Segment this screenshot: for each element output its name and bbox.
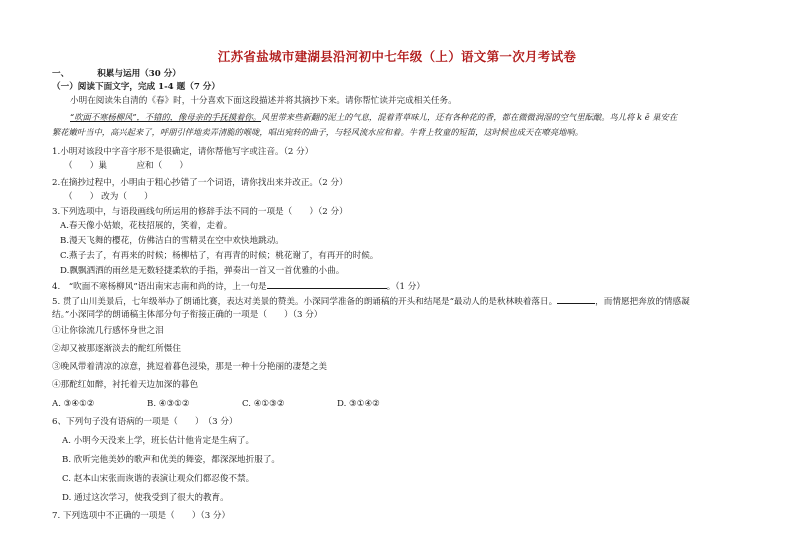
passage-line-2: 繁花嫩叶当中，高兴起来了，呼朋引伴地卖弄清脆的喉咙，唱出宛转的曲子，与轻风流水应和着。牛背上牧童的短笛，这时候也成天在嘹亮地响。 bbox=[52, 127, 584, 137]
question-4 bbox=[52, 280, 752, 294]
passage-rest: 风里带来些新翻的泥土的气息，混着青草味儿，还有各种花的香，都在微微润湿的空气里酝酿。鸟儿将 k ē 巢安在 bbox=[261, 112, 678, 122]
q5-answer-blank bbox=[557, 295, 595, 304]
q6-option-a: A. 小明今天没来上学，班长估计他肯定是生病了。 bbox=[62, 436, 255, 446]
reading-heading: （一）阅读下面文字，完成 1-4 题（7 分） bbox=[52, 82, 220, 92]
q5-option-b: B. ④③①② bbox=[147, 399, 190, 409]
q1-fill-a: （ ）巢 bbox=[64, 161, 107, 171]
exam-title: 江苏省盐城市建湖县沿河初中七年级（上）语文第一次月考试卷 bbox=[217, 49, 577, 64]
q6-option-b: B. 欣听完他美妙的歌声和优美的舞姿，都深深地折服了。 bbox=[62, 455, 281, 465]
q3-option-d: D.飘飘洒洒的雨丝是无数轻捷柔软的手指，弹奏出一首又一首优雅的小曲。 bbox=[60, 266, 345, 276]
question-1-fills bbox=[64, 160, 764, 173]
q4-prompt: 4. “吹面不寒杨柳风”语出南宋志南和尚的诗，上一句是 bbox=[52, 282, 267, 292]
q5-prompt-end: ，而情愿把奔放的情感凝 bbox=[595, 297, 690, 307]
q3-option-b: B.漫天飞舞的樱花，仿佛洁白的雪精灵在空中欢快地跳动。 bbox=[60, 236, 284, 246]
question-1: 1.小明对该段中字音字形不是很确定，请你帮他写字或注音。（2 分） bbox=[52, 147, 314, 157]
q1-fill-b: 应和（ ） bbox=[136, 161, 189, 171]
q5-option-c: C. ④①③② bbox=[242, 399, 285, 409]
question-5-line-2: 结。”小深同学的朗诵稿主体部分句子衔接正确的一项是（ ）（3 分） bbox=[52, 310, 323, 320]
q5-item-2: ②却又被那逐渐淡去的酡红所慑住 bbox=[52, 344, 181, 354]
q4-answer-blank bbox=[267, 280, 387, 289]
question-5-line-1 bbox=[52, 295, 752, 309]
q6-option-c: C. 赵本山宋张而诙谐的表演让观众们都忍俊不禁。 bbox=[62, 474, 255, 484]
q5-item-4: ④那酡红如醉，衬托着天边加深的暮色 bbox=[52, 380, 199, 390]
q4-points: 。（1 分） bbox=[386, 282, 425, 292]
question-7: 7. 下列选项中不正确的一项是（ ）（3 分） bbox=[52, 511, 231, 521]
q6-option-d: D. 通过这次学习，使我受到了很大的教育。 bbox=[62, 493, 229, 503]
q2-fill-b: 改为（ ） bbox=[101, 192, 153, 202]
q5-item-1: ①让你徐流几行感怀身世之泪 bbox=[52, 326, 164, 336]
q3-option-c: C.燕子去了，有再来的时候；杨柳枯了，有再青的时候；桃花谢了，有再开的时候。 bbox=[60, 251, 379, 261]
question-2-fills bbox=[64, 191, 764, 204]
section-name: 积累与运用（30 分） bbox=[97, 69, 181, 79]
question-3: 3.下列选项中，与语段画线句所运用的修辞手法不同的一项是（ ）（2 分） bbox=[52, 207, 348, 217]
reading-intro: 小明在阅读朱自清的《春》时，十分喜欢下面这段描述并将其摘抄下来。请你帮忙读并完成相关任务。 bbox=[70, 96, 457, 106]
passage-underlined-sentence: “吹面不寒杨柳风”，不错的，像母亲的手抚摸着你。 bbox=[70, 112, 262, 122]
question-6: 6、下列句子没有语病的一项是（ ） （3 分） bbox=[52, 417, 238, 427]
q3-option-a: A.春天像小姑娘，花枝招展的，笑着，走着。 bbox=[60, 221, 233, 231]
q5-option-d: D. ③①④② bbox=[337, 399, 380, 409]
section-heading bbox=[52, 68, 752, 81]
section-number: 一、 bbox=[52, 69, 70, 79]
q5-prompt-start: 5. 贯了山川美景后，七年级举办了朗诵比赛，表达对美景的赞美。小深同学准备的朗诵稿的开头和结尾是“最动人的是秋林映着落日。 bbox=[52, 297, 558, 307]
question-2: 2.在摘抄过程中，小明由于粗心抄错了一个词语，请你找出来并改正。（2 分） bbox=[52, 178, 348, 188]
q5-item-3: ③晚风带着清凉的凉意，挑逗着暮色浸染，那是一种十分艳丽的凄楚之美 bbox=[52, 362, 328, 372]
passage-line-1 bbox=[70, 111, 770, 124]
q5-options bbox=[52, 398, 752, 411]
q2-fill-a: （ ） bbox=[64, 192, 99, 202]
q5-option-a: A. ③④①② bbox=[52, 399, 95, 409]
